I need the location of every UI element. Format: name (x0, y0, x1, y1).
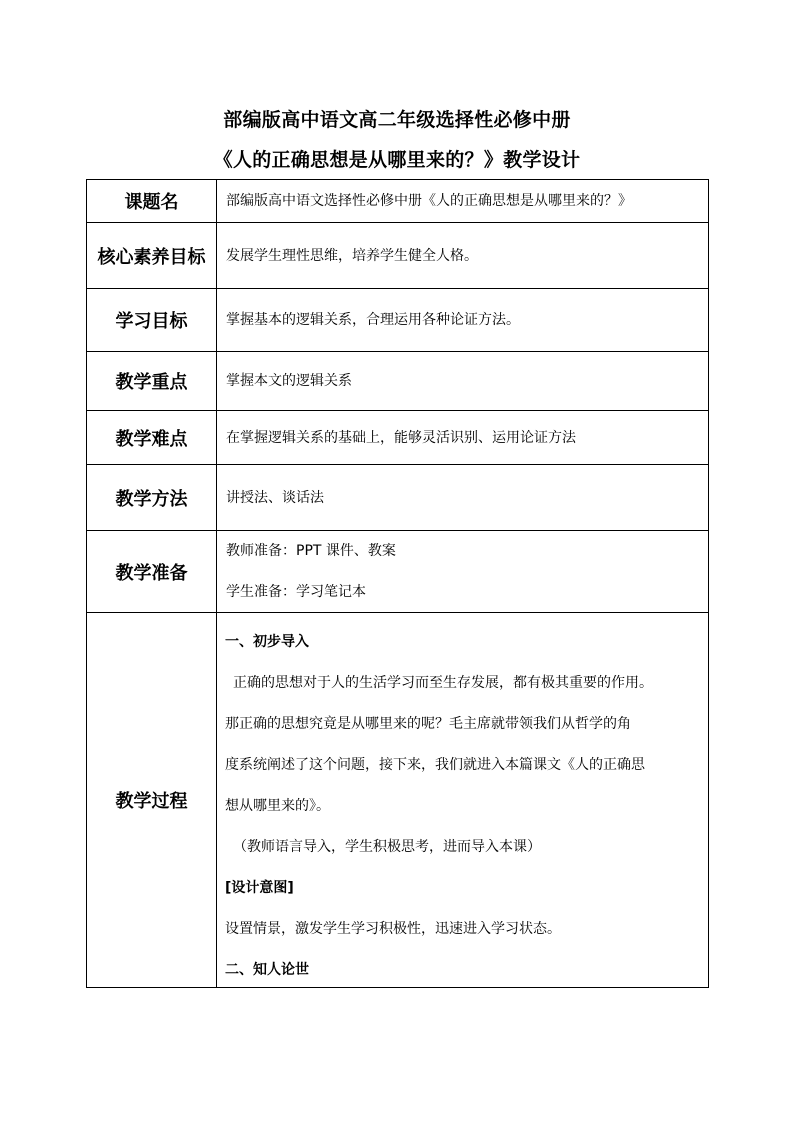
label-difficulty: 教学难点 (87, 411, 217, 465)
value-topic: 部编版高中语文选择性必修中册《人的正确思想是从哪里来的？》 (217, 180, 709, 223)
value-preparation (217, 531, 709, 613)
label-topic: 课题名 (87, 180, 217, 223)
row-method (87, 465, 709, 531)
row-preparation (87, 531, 709, 613)
label-process: 教学过程 (87, 613, 217, 988)
row-topic (87, 180, 709, 223)
document-title-line-2: 《人的正确思想是从哪里来的？》教学设计 (213, 149, 581, 171)
teacher-preparation: 教师准备：PPT 课件、教案 (226, 543, 396, 559)
label-preparation: 教学准备 (87, 531, 217, 613)
value-key-point: 掌握本文的逻辑关系 (217, 352, 709, 411)
lesson-plan-table (86, 179, 709, 988)
process-paragraph-line: 想从哪里来的》。 (225, 798, 330, 814)
process-note: （教师语言导入，学生积极思考，进而导入本课） (233, 839, 541, 855)
process-heading-1: 一、初步导入 (225, 634, 309, 650)
label-method: 教学方法 (87, 465, 217, 531)
process-heading-2: 二、知人论世 (225, 962, 309, 978)
value-difficulty: 在掌握逻辑关系的基础上，能够灵活识别、运用论证方法 (217, 411, 709, 465)
row-difficulty (87, 411, 709, 465)
design-intent-label: [设计意图] (225, 880, 294, 896)
document-title-line-1: 部编版高中语文高二年级选择性必修中册 (223, 109, 571, 131)
label-core-literacy: 核心素养目标 (87, 223, 217, 289)
label-key-point: 教学重点 (87, 352, 217, 411)
design-intent-text: 设置情景，激发学生学习积极性，迅速进入学习状态。 (225, 921, 561, 937)
process-paragraph-line: 度系统阐述了这个问题，接下来，我们就进入本篇课文《人的正确思 (225, 757, 645, 773)
row-core-literacy (87, 223, 709, 289)
process-paragraph-line: 那正确的思想究竟是从哪里来的呢？毛主席就带领我们从哲学的角 (225, 716, 631, 732)
value-process (217, 613, 709, 988)
row-key-point (87, 352, 709, 411)
value-learning-goal: 掌握基本的逻辑关系，合理运用各种论证方法。 (217, 289, 709, 352)
row-process (87, 613, 709, 988)
value-core-literacy: 发展学生理性思维，培养学生健全人格。 (217, 223, 709, 289)
value-method: 讲授法、谈话法 (217, 465, 709, 531)
row-learning-goal (87, 289, 709, 352)
process-paragraph-line: 正确的思想对于人的生活学习而至生存发展，都有极其重要的作用。 (233, 675, 653, 691)
label-learning-goal: 学习目标 (87, 289, 217, 352)
student-preparation: 学生准备：学习笔记本 (226, 584, 366, 600)
